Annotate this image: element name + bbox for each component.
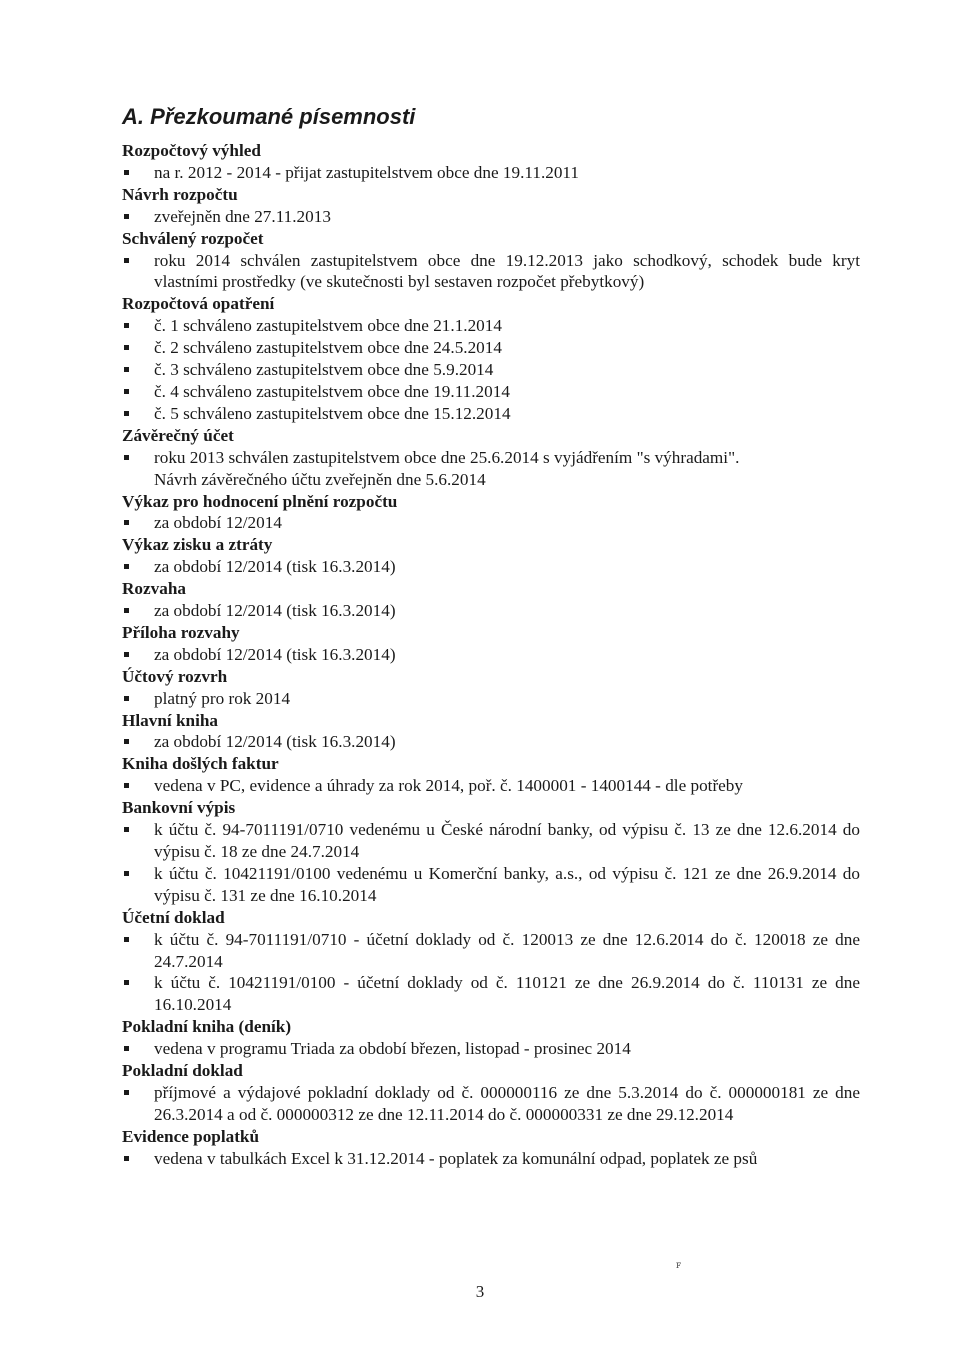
section — [122, 578, 860, 622]
section-items — [122, 644, 860, 666]
section-title: Účtový rozvrh — [122, 666, 228, 686]
section-items — [122, 447, 860, 491]
list-item: za období 12/2014 — [122, 512, 860, 534]
list-item: zveřejněn dne 27.11.2013 — [122, 206, 860, 228]
list-item: č. 5 schváleno zastupitelstvem obce dne 15.12.2014 — [122, 403, 860, 425]
list-item: vedena v programu Triada za období březen, listopad - prosinec 2014 — [122, 1038, 860, 1060]
section-title: Závěrečný účet — [122, 425, 234, 445]
section-items — [122, 1038, 860, 1060]
section-title: Výkaz zisku a ztráty — [122, 535, 273, 555]
section-title: Evidence poplatků — [122, 1126, 260, 1146]
section-items — [122, 688, 860, 710]
section-title: Kniha došlých faktur — [122, 754, 279, 774]
list-item: k účtu č. 10421191/0100 - účetní doklady od č. 110121 ze dne 26.9.2014 do č. 110131 ze dne 16.10.2014 — [122, 972, 860, 1016]
section — [122, 228, 860, 294]
section-items — [122, 512, 860, 534]
section-items — [122, 819, 860, 907]
section-items — [122, 556, 860, 578]
section-title: Účetní doklad — [122, 907, 225, 927]
sections-container — [122, 140, 860, 1170]
section-items — [122, 162, 860, 184]
section — [122, 293, 860, 424]
section — [122, 491, 860, 535]
section-title: Návrh rozpočtu — [122, 184, 238, 204]
section-items — [122, 929, 860, 1017]
list-item: k účtu č. 94-7011191/0710 - účetní doklady od č. 120013 ze dne 12.6.2014 do č. 120018 ze dne 24.7.2014 — [122, 929, 860, 973]
section-title: Rozpočtový výhled — [122, 141, 261, 160]
section — [122, 1060, 860, 1126]
list-item: č. 4 schváleno zastupitelstvem obce dne 19.11.2014 — [122, 381, 860, 403]
list-item: k účtu č. 94-7011191/0710 vedenému u České národní banky, od výpisu č. 13 ze dne 12.6.2014 do výpisu č. 18 ze dne 24.7.2014 — [122, 819, 860, 863]
list-item: k účtu č. 10421191/0100 vedenému u Komerční banky, a.s., od výpisu č. 121 ze dne 26.9.2014 do výpisu č. 131 ze dne 16.10.2014 — [122, 863, 860, 907]
list-item: příjmové a výdajové pokladní doklady od č. 000000116 ze dne 5.3.2014 do č. 000000181 ze dne 26.3.2014 a od č. 000000312 ze dne 12.11.2014 do č. 000000331 ze dne 29.12.2014 — [122, 1082, 860, 1126]
section-items — [122, 1082, 860, 1126]
list-item: za období 12/2014 (tisk 16.3.2014) — [122, 600, 860, 622]
section-title: Pokladní kniha (deník) — [122, 1017, 292, 1037]
section-items — [122, 600, 860, 622]
list-item: za období 12/2014 (tisk 16.3.2014) — [122, 731, 860, 753]
section-title: Bankovní výpis — [122, 798, 236, 818]
list-item: roku 2013 schválen zastupitelstvem obce dne 25.6.2014 s vyjádřením "s výhradami". — [122, 447, 860, 469]
page-number: 3 — [475, 1282, 485, 1301]
section-items — [122, 206, 860, 228]
list-item: vedena v PC, evidence a úhrady za rok 2014, poř. č. 1400001 - 1400144 - dle potřeby — [122, 775, 860, 797]
stray-mark: ꜰ — [676, 1260, 682, 1271]
section — [122, 710, 860, 754]
section-items — [122, 775, 860, 797]
section-title: Rozpočtová opatření — [122, 294, 275, 314]
section — [122, 1016, 860, 1060]
section — [122, 666, 860, 710]
page-heading: A. Přezkoumané písemnosti — [122, 104, 416, 129]
list-item: platný pro rok 2014 — [122, 688, 860, 710]
section-title: Schválený rozpočet — [122, 228, 264, 248]
section-items — [122, 731, 860, 753]
list-item: vedena v tabulkách Excel k 31.12.2014 - poplatek za komunální odpad, poplatek ze psů — [122, 1148, 860, 1170]
section — [122, 622, 860, 666]
section-items — [122, 250, 860, 294]
section — [122, 797, 860, 907]
section — [122, 907, 860, 1017]
list-item-continuation: Návrh závěrečného účtu zveřejněn dne 5.6.2014 — [154, 469, 486, 489]
section-title: Výkaz pro hodnocení plnění rozpočtu — [122, 491, 398, 511]
list-item: za období 12/2014 (tisk 16.3.2014) — [122, 644, 860, 666]
section — [122, 753, 860, 797]
section-items — [122, 1148, 860, 1170]
section-title: Příloha rozvahy — [122, 622, 240, 642]
list-item: na r. 2012 - 2014 - přijat zastupitelstvem obce dne 19.11.2011 — [122, 162, 860, 184]
section — [122, 140, 860, 184]
section-items — [122, 315, 860, 425]
section-title: Pokladní doklad — [122, 1061, 243, 1081]
section — [122, 184, 860, 228]
section — [122, 425, 860, 491]
section-title: Hlavní kniha — [122, 710, 219, 730]
list-item: č. 3 schváleno zastupitelstvem obce dne 5.9.2014 — [122, 359, 860, 381]
section — [122, 534, 860, 578]
list-item: č. 2 schváleno zastupitelstvem obce dne 24.5.2014 — [122, 337, 860, 359]
section — [122, 1126, 860, 1170]
list-item: roku 2014 schválen zastupitelstvem obce dne 19.12.2013 jako schodkový, schodek bude kryt vlastními prostředky (ve skutečnosti byl sestaven rozpočet přebytkový) — [122, 250, 860, 294]
list-item: za období 12/2014 (tisk 16.3.2014) — [122, 556, 860, 578]
section-title: Rozvaha — [122, 579, 186, 599]
list-item: č. 1 schváleno zastupitelstvem obce dne 21.1.2014 — [122, 315, 860, 337]
